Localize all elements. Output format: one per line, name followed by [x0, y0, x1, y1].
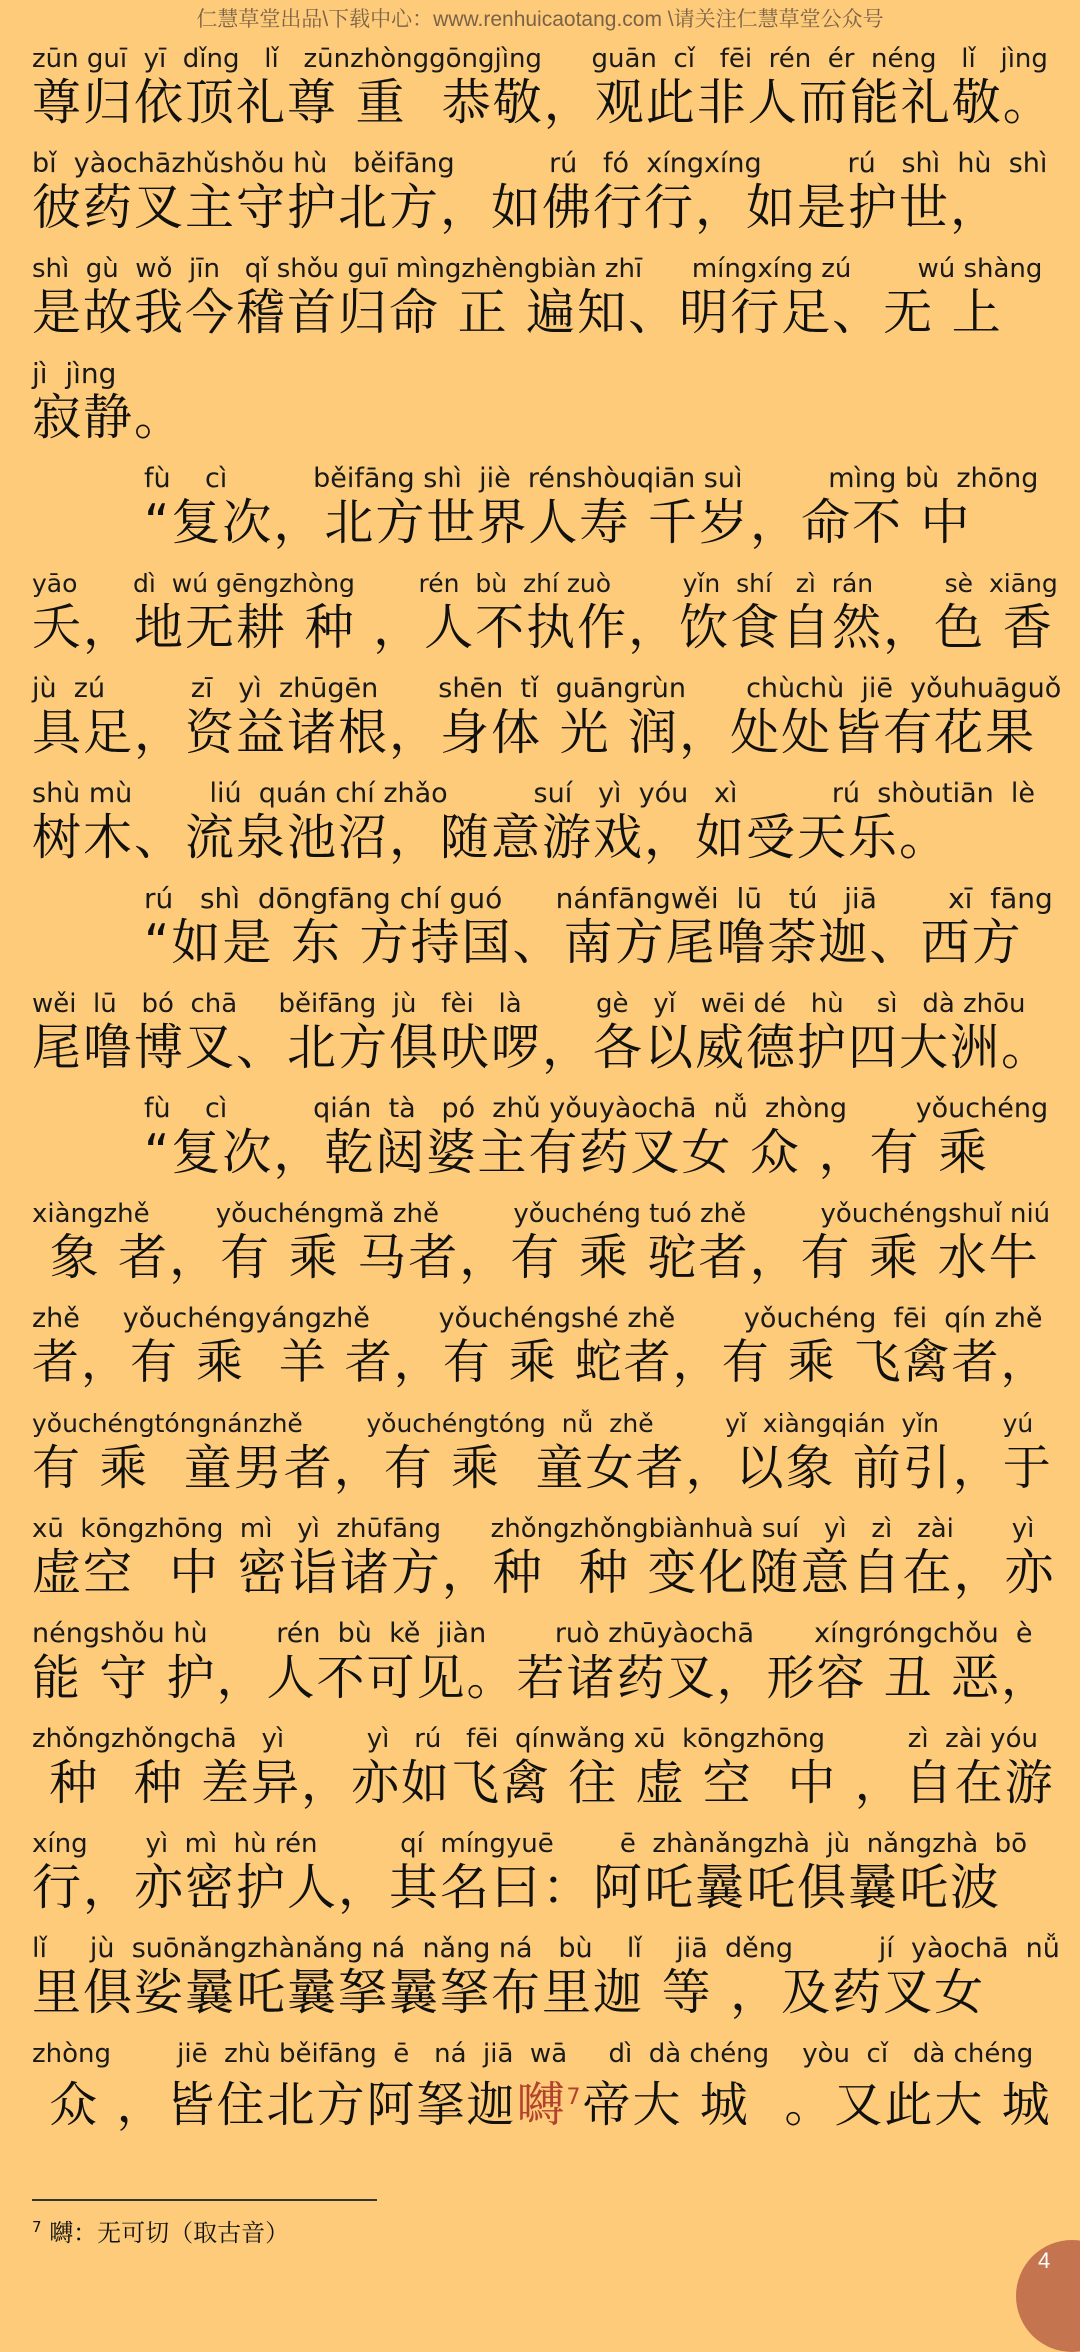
hanzi-text: 象 者，有 乘 马者，有 乘 驼者，有 乘 水牛: [32, 1229, 1040, 1286]
hanzi-text: “如是 东 方持国、南方尾噜荼迦、西方: [144, 914, 1023, 971]
hanzi-line: [144, 1122, 989, 1184]
text-line: [32, 565, 1062, 670]
download-header: 仁慧草堂出品\下载中心：www.renhuicaotang.com \请关注仁慧草堂公众号: [196, 8, 884, 31]
hanzi-text: 尊归依顶礼尊 重 恭敬，观此非人而能礼敬。: [32, 74, 1054, 131]
pinyin-line: wěi lū bó chā běifāng jù fèi là gè yǐ wēi dé hù sì dà zhōu: [32, 989, 1026, 1019]
pinyin-line: shì gù wǒ jīn qǐ shǒu guī mìngzhèngbiàn zhī míngxíng zú wú shàng: [32, 254, 1043, 284]
pinyin-line: xū kōngzhōng mì yì zhūfāng zhǒngzhǒngbiànhuà suí yì zì zài yì: [32, 1514, 1035, 1544]
text-line: [32, 1825, 1062, 1930]
pinyin-line: néngshǒu hù rén bù kě jiàn ruò zhūyàochā xíngróngchǒu è: [32, 1618, 1033, 1649]
hanzi-line: [144, 492, 972, 554]
footnote-char: 嚩: [516, 2077, 567, 2133]
text-line: [32, 2035, 1062, 2140]
hanzi-line: [32, 597, 1054, 659]
pinyin-line: zhě yǒuchéngyángzhě yǒuchéngshé zhě yǒuchéng fēi qín zhě: [32, 1303, 1043, 1334]
page-number-badge: [1016, 2240, 1080, 2352]
hanzi-text: 里俱娑曩吒曩拏曩拏布里迦 等 ，及药叉女: [32, 1964, 986, 2021]
pinyin-line: zūn guī yī dǐng lǐ zūnzhònggōngjìng guān cǐ fēi rén ér néng lǐ jìng: [32, 44, 1048, 74]
pinyin-line: xiàngzhě yǒuchéngmǎ zhě yǒuchéng tuó zhě yǒuchéngshuǐ niú: [32, 1199, 1051, 1229]
hanzi-line: [32, 177, 1001, 239]
text-line: [32, 670, 1062, 775]
hanzi-line: [32, 1332, 1050, 1394]
text-line: [32, 1090, 1062, 1195]
hanzi-text: 彼药叉主守护北方，如佛行行，如是护世，: [32, 179, 1002, 236]
hanzi-text: 众 ，皆住北方阿拏迦: [32, 2077, 517, 2133]
footnote-mark: 7: [32, 2218, 42, 2236]
hanzi-text: 有 乘 童男者，有 乘 童女者，以象 前引，于: [32, 1440, 1053, 1496]
pinyin-line: zhòng jiē zhù běifāng ē ná jiā wā dì dà chéng yòu cǐ dà chéng: [32, 2039, 1034, 2069]
text-line: [32, 1195, 1062, 1300]
hanzi-text: 树木、流泉池沼，随意游戏，如受天乐。: [32, 809, 951, 866]
scripture-text: [32, 40, 1062, 2140]
text-line: [32, 1615, 1062, 1720]
pinyin-line: shù mù liú quán chí zhǎo suí yì yóu xì rú shòutiān lè: [32, 778, 1036, 809]
text-line: [32, 1300, 1062, 1405]
text-line: [32, 145, 1062, 250]
hanzi-line: [32, 282, 1003, 344]
pinyin-line: yāo dì wú gēngzhòng rén bù zhí zuò yǐn shí zì rán sè xiāng: [32, 569, 1058, 598]
pinyin-line: xíng yì mì hù rén qí míngyuē ē zhànǎngzhà jù nǎngzhà bō: [32, 1829, 1028, 1859]
hanzi-text: “复次，北方世界人寿 千岁，命不 中: [144, 494, 972, 551]
pinyin-line: lǐ jù suōnǎngzhànǎng ná nǎng ná bù lǐ jiā děng jí yàochā nǚ: [32, 1933, 1060, 1964]
hanzi-line: [32, 72, 1054, 134]
hanzi-line: [32, 387, 185, 449]
hanzi-text: 是故我今稽首归命 正 遍知、明行足、无 上: [32, 284, 1003, 341]
pinyin-line: zhǒngzhǒngchā yì yì rú fēi qínwǎng xū kōngzhōng zì zài yóu: [32, 1724, 1038, 1754]
hanzi-line: [32, 1857, 1001, 1919]
pinyin-line: jù zú zī yì zhūgēn shēn tǐ guāngrùn chùchù jiē yǒuhuāguǒ: [32, 673, 1062, 704]
text-line: [32, 1720, 1062, 1825]
text-line: [32, 250, 1062, 355]
text-line: [32, 1405, 1062, 1510]
hanzi-line: [32, 702, 1036, 764]
hanzi-text: 具足，资益诸根，身体 光 润，处处皆有花果: [32, 704, 1037, 761]
text-line: [32, 355, 1062, 460]
text-line: [32, 40, 1062, 145]
hanzi-text: 行，亦密护人，其名曰：阿吒曩吒俱曩吒波: [32, 1859, 1002, 1916]
hanzi-line: [32, 2067, 1052, 2136]
hanzi-text: 者，有 乘 羊 者，有 乘 蛇者，有 乘 飞禽者，: [32, 1335, 1050, 1390]
footnote-reference[interactable]: [517, 2077, 583, 2133]
pinyin-line: jì jìng: [32, 357, 117, 390]
hanzi-line: [32, 807, 950, 869]
hanzi-text-after: 帝大 城 。又此大 城: [582, 2077, 1052, 2133]
pinyin-line: rú shì dōngfāng chí guó nánfāngwěi lū tú jiā xī fāng: [144, 882, 1053, 915]
hanzi-line: [32, 1752, 1055, 1814]
footnote-text: 嚩：无可切（取古音）: [49, 2219, 290, 2247]
footnote-divider: [32, 2199, 377, 2201]
hanzi-line: [32, 1542, 1055, 1604]
hanzi-line: [144, 912, 1023, 974]
text-line: [32, 1930, 1062, 2035]
hanzi-line: [32, 1017, 1052, 1079]
hanzi-text: 夭，地无耕 种 ，人不执作，饮食自然，色 香: [32, 599, 1054, 656]
text-line: [32, 880, 1062, 985]
text-line: [32, 1510, 1062, 1615]
hanzi-text: 种 种 差异，亦如飞禽 往 虚 空 中 ，自在游: [32, 1755, 1055, 1811]
text-line: [32, 460, 1062, 565]
page-number: 4: [1038, 2248, 1051, 2273]
pinyin-line: fù cì běifāng shì jiè rénshòuqiān suì mìng bù zhōng: [144, 463, 1039, 494]
text-line: [32, 775, 1062, 880]
footnote-ref-mark: 7: [566, 2085, 583, 2110]
hanzi-line: [32, 1227, 1040, 1289]
pinyin-line: fù cì qián tà pó zhǔ yǒuyàochā nǚ zhòng yǒuchéng: [144, 1093, 1049, 1124]
text-line: [32, 985, 1062, 1090]
hanzi-line: [32, 1437, 1053, 1499]
hanzi-text: 寂静。: [32, 389, 186, 446]
hanzi-text: 能 守 护，人不可见。若诸药叉，形容 丑 恶，: [32, 1650, 1052, 1706]
hanzi-line: [32, 1962, 985, 2024]
hanzi-text: “复次，乾闼婆主有药叉女 众 ，有 乘: [144, 1124, 990, 1181]
hanzi-text: 虚空 中 密诣诸方，种 种 变化随意自在，亦: [32, 1544, 1056, 1601]
hanzi-text: 尾噜博叉、北方俱吠啰，各以威德护四大洲。: [32, 1019, 1053, 1076]
pinyin-line: yǒuchéngtóngnánzhě yǒuchéngtóng nǚ zhě yǐ xiàngqián yǐn yú: [32, 1409, 1034, 1438]
hanzi-line: [32, 1647, 1051, 1709]
footnote: [32, 2210, 289, 2250]
pinyin-line: bǐ yàochāzhǔshǒu hù běifāng rú fó xíngxíng rú shì hù shì: [32, 148, 1048, 179]
